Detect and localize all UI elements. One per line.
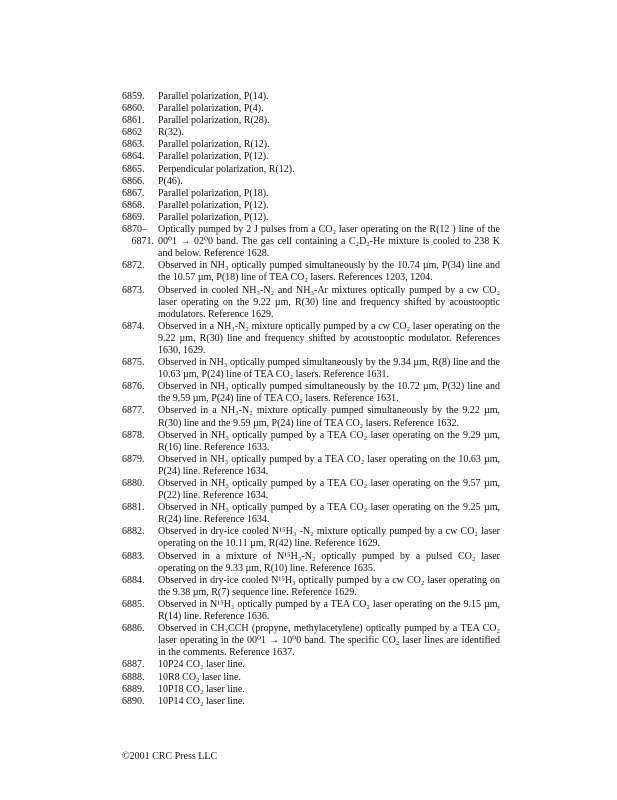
- list-item: [122, 115, 500, 127]
- entry-number-text: 6865.: [122, 163, 145, 175]
- entry-number: [122, 696, 158, 708]
- entry-number-text: 6877.: [122, 405, 145, 417]
- entry-number-text: 6859.: [122, 91, 145, 102]
- list-item: [122, 430, 500, 454]
- list-item: [122, 405, 500, 429]
- entry-number-text: 6867.: [122, 187, 145, 199]
- entry-number-text: 6873.: [122, 284, 145, 296]
- entry-number-text: 6890.: [122, 695, 145, 707]
- list-item: [122, 672, 500, 684]
- entry-number-text: 6887.: [122, 659, 145, 671]
- entry-text: Observed in a NH₃-N₂ mixture optically pumped by a cw CO₂ laser operating on the 9.22 µm, R(30) line and frequency shifted by acoustooptic modulator. References 1630, 1629.: [158, 320, 500, 356]
- list-item: [122, 260, 500, 284]
- entry-text: Parallel polarization, P(12).: [158, 211, 269, 223]
- entry-number-end: 6871.: [131, 236, 154, 248]
- entry-number: [122, 381, 158, 405]
- entry-list: [122, 91, 500, 708]
- entry-number-text: 6875.: [122, 357, 145, 369]
- list-item: [122, 659, 500, 671]
- entry-number-text: 6882.: [122, 526, 145, 538]
- entry-number-text: 6878.: [122, 429, 145, 441]
- entry-number: [122, 575, 158, 599]
- entry-text: Observed in NH₃ optically pumped by a TEA CO₂ laser operating on the 9.57 µm, P(22) line. Reference 1634.: [158, 478, 500, 502]
- entry-number: [122, 672, 158, 684]
- list-item: [122, 127, 500, 139]
- entry-text: Observed in NH₃ optically pumped simultaneously by the 10.74 µm, P(34) line and the 10.57 µm, P(18) line of TEA CO₂ lasers. References 1203, 1204.: [158, 260, 500, 284]
- entry-number-text: 6888.: [122, 671, 145, 683]
- list-item: [122, 381, 500, 405]
- list-item: [122, 212, 500, 224]
- entry-number: [122, 91, 158, 103]
- entry-number: [122, 164, 158, 176]
- entry-text: Observed in a NH₃-N₂ mixture optically pumped simultaneously by the 9.22 µm, R(30) line and the 9.59 µm, P(24) line of TEA CO₂ lasers. Reference 1632.: [158, 405, 500, 429]
- entry-number: [122, 502, 158, 526]
- entry-text: P(46).: [158, 175, 183, 187]
- entry-number-text: 6885.: [122, 598, 145, 610]
- entry-number-text: 6874.: [122, 320, 145, 332]
- entry-number: [122, 260, 158, 284]
- list-item: [122, 176, 500, 188]
- list-item: [122, 599, 500, 623]
- entry-number-text: 6881.: [122, 502, 145, 514]
- list-item: [122, 91, 500, 103]
- entry-number-text: 6886.: [122, 623, 145, 635]
- entry-number: [122, 684, 158, 696]
- list-item: [122, 502, 500, 526]
- entry-number-text: 6879.: [122, 453, 145, 465]
- entry-number: [122, 526, 158, 550]
- entry-text: Observed in NH₃ optically pumped by a TEA CO₂ laser operating on the 9.25 µm, R(24) line. Reference 1634.: [158, 502, 500, 526]
- list-item: [122, 684, 500, 696]
- entry-number: [122, 478, 158, 502]
- list-item: [122, 551, 500, 575]
- list-item: [122, 188, 500, 200]
- entry-number-text: 6870–: [122, 224, 147, 236]
- entry-number: [122, 405, 158, 429]
- entry-number: [122, 599, 158, 623]
- entry-number-text: 6883.: [122, 550, 145, 562]
- entry-text: Observed in CH₃CCH (propyne, methylacetylene) optically pumped by a TEA CO₂ laser operating in the 00⁰1 → 10⁰0 band. The specific CO₂ laser lines are identified in the comments. Reference 1637.: [158, 623, 500, 659]
- entry-text: Observed in NH₃ optically pumped simultaneously by the 9.34 µm, R(8) line and the 10.63 µm, P(24) line of TEA CO₂ lasers. Reference 1631.: [158, 357, 500, 381]
- entry-text: Perpendicular polarization, R(12).: [158, 163, 295, 175]
- list-item: [122, 623, 500, 659]
- entry-number-text: 6864.: [122, 151, 145, 163]
- entry-number-text: 6863.: [122, 139, 145, 151]
- entry-number: [122, 127, 158, 139]
- entry-text: Parallel polarization, P(4).: [158, 103, 264, 115]
- entry-text: Parallel polarization, R(12).: [158, 139, 270, 151]
- list-item: [122, 454, 500, 478]
- entry-text: Observed in dry-ice cooled N¹⁵H₃ optically pumped by a cw CO₂ laser operating on the 9.38 µm, R(7) sequence line. Reference 1629.: [158, 574, 500, 598]
- entry-text: Observed in N¹⁵H₃ optically pumped by a TEA CO₂ laser operating on the 9.15 µm, R(14) line. Reference 1636.: [158, 598, 500, 623]
- entry-text: Observed in NH₃ optically pumped simultaneously by the 10.72 µm, P(32) line and the 9.59 µm, P(24) line of TEA CO₂ lasers. Reference 1631.: [158, 381, 500, 405]
- entry-text: Parallel polarization, P(12).: [158, 199, 269, 211]
- entry-number-text: 6869.: [122, 211, 145, 223]
- entry-number: [122, 115, 158, 127]
- entry-number: [122, 176, 158, 188]
- entry-number: [122, 139, 158, 151]
- list-item: [122, 164, 500, 176]
- entry-number: [122, 151, 158, 163]
- entry-number-text: 6880.: [122, 478, 145, 489]
- list-item: [122, 526, 500, 550]
- entry-number-text: 6884.: [122, 574, 145, 586]
- list-item: [122, 103, 500, 115]
- list-item: [122, 357, 500, 381]
- entry-number-text: 6872.: [122, 260, 145, 272]
- entry-number: [122, 623, 158, 659]
- entry-number-text: 6862: [122, 127, 142, 139]
- entry-text: Observed in NH₃ optically pumped by a TEA CO₂ laser operating on the 10.63 µm, P(24) line. Reference 1634.: [158, 453, 500, 477]
- entry-text: Observed in a mixture of N¹⁵H₃-N₂ optically pumped by a pulsed CO₂ laser operating on the 9.33 µm, R(10) line. Reference 1635.: [158, 550, 500, 574]
- entry-text: Parallel polarization, P(14).: [158, 91, 269, 102]
- entry-number: [122, 430, 158, 454]
- entry-number-text: 6861.: [122, 115, 145, 127]
- entry-text: Observed in cooled NH₃-N₂ and NH₃-Ar mixtures optically pumped by a cw CO₂ laser operating on the 9.22 µm, R(30) line and frequency shifted by acoustooptic modulators. Reference 1629.: [158, 284, 500, 320]
- list-item: [122, 321, 500, 357]
- entry-text: R(32).: [158, 127, 184, 139]
- entry-number-text: 6860.: [122, 103, 145, 115]
- list-item: [122, 151, 500, 163]
- entry-number: [122, 212, 158, 224]
- entry-number: [122, 454, 158, 478]
- entry-text: 10R8 CO₂ laser line.: [158, 671, 241, 683]
- list-item: [122, 696, 500, 708]
- entry-number-text: 6868.: [122, 199, 145, 211]
- list-item: [122, 478, 500, 502]
- entry-text: 10P18 CO₂ laser line.: [158, 683, 245, 695]
- list-item: [122, 139, 500, 151]
- entry-number: [122, 321, 158, 357]
- entry-number: [122, 357, 158, 381]
- entry-text: Parallel polarization, P(12).: [158, 151, 269, 163]
- entry-text: Observed in NH₃ optically pumped by a TEA CO₂ laser operating on the 9.29 µm, R(16) line. Reference 1633.: [158, 429, 500, 453]
- copyright-footer: ©2001 CRC Press LLC: [122, 751, 218, 762]
- entry-number: [122, 551, 158, 575]
- entry-text: Optically pumped by 2 J pulses from a CO₂ laser operating on the R(12 ) line of the 00⁰1 → 02⁰0 band. The gas cell containing a C₂D₂-He mixture is cooled to 238 K and below. Reference 1628.: [158, 224, 500, 260]
- entry-number-text: 6876.: [122, 381, 145, 393]
- list-item: [122, 285, 500, 321]
- entry-number: [122, 200, 158, 212]
- entry-text: Parallel polarization, P(18).: [158, 187, 269, 199]
- entry-number: [122, 285, 158, 321]
- entry-text: 10P24 CO₂ laser line.: [158, 659, 245, 671]
- list-item: [122, 200, 500, 212]
- entry-number-text: 6866.: [122, 175, 145, 187]
- entry-number-text: 6889.: [122, 683, 145, 695]
- list-item: [122, 224, 500, 260]
- entry-number: [122, 188, 158, 200]
- entry-text: 10P14 CO₂ laser line.: [158, 695, 245, 707]
- entry-text: Observed in dry-ice cooled N¹⁵H₃ -N₂ mixture optically pumped by a cw CO₂ laser operating on the 10.11 µm, R(42) line. Reference 1629.: [158, 526, 500, 550]
- entry-number: [122, 224, 158, 260]
- list-item: [122, 575, 500, 599]
- entry-number: [122, 659, 158, 671]
- entry-text: Parallel polarization, R(28).: [158, 115, 270, 127]
- entry-number: [122, 103, 158, 115]
